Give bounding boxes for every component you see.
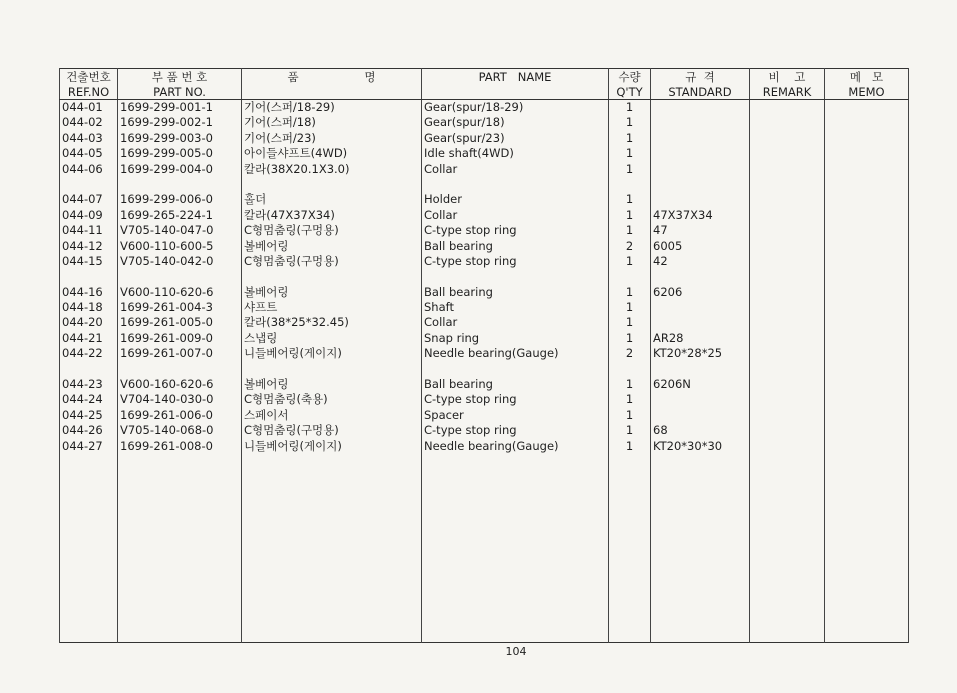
cell-ref: 044-07 xyxy=(60,192,118,207)
cell-name-kr: 기어(스퍼/23) xyxy=(242,131,422,146)
spacer-cell xyxy=(825,362,909,377)
cell-part-no: 1699-265-224-1 xyxy=(118,208,242,223)
filler-cell xyxy=(242,454,422,643)
spacer-cell xyxy=(422,362,609,377)
cell-memo xyxy=(825,377,909,392)
header-standard-kr: 규 격 xyxy=(651,69,750,85)
cell-part-no: 1699-299-005-0 xyxy=(118,146,242,161)
spacer-cell xyxy=(609,269,651,284)
cell-name-en: C-type stop ring xyxy=(422,423,609,438)
cell-memo xyxy=(825,315,909,330)
table-row xyxy=(60,408,909,423)
cell-name-en: Ball bearing xyxy=(422,285,609,300)
cell-name-en: Shaft xyxy=(422,300,609,315)
spacer-cell xyxy=(750,362,825,377)
cell-memo xyxy=(825,392,909,407)
cell-qty: 1 xyxy=(609,223,651,238)
cell-part-no: V705-140-047-0 xyxy=(118,223,242,238)
spacer-cell xyxy=(825,269,909,284)
cell-qty: 1 xyxy=(609,408,651,423)
cell-name-en: Snap ring xyxy=(422,331,609,346)
cell-name-en: Collar xyxy=(422,315,609,330)
cell-memo xyxy=(825,162,909,177)
table-row xyxy=(60,162,909,177)
cell-ref: 044-21 xyxy=(60,331,118,346)
spacer-cell xyxy=(825,177,909,192)
table-row xyxy=(60,223,909,238)
spacer-cell xyxy=(750,177,825,192)
table-header xyxy=(60,69,909,100)
header-name-empty xyxy=(242,84,422,100)
cell-name-kr: 스냅링 xyxy=(242,331,422,346)
cell-remark xyxy=(750,100,825,116)
cell-ref: 044-01 xyxy=(60,100,118,116)
cell-standard: 68 xyxy=(651,423,750,438)
cell-remark xyxy=(750,285,825,300)
header-row-korean xyxy=(60,69,909,85)
cell-memo xyxy=(825,300,909,315)
cell-name-en: Gear(spur/23) xyxy=(422,131,609,146)
spacer-cell xyxy=(60,362,118,377)
cell-ref: 044-18 xyxy=(60,300,118,315)
cell-part-no: 1699-261-005-0 xyxy=(118,315,242,330)
cell-memo xyxy=(825,408,909,423)
cell-memo xyxy=(825,192,909,207)
cell-name-kr: 니들베어링(게이지) xyxy=(242,346,422,361)
cell-name-kr: 아이들샤프트(4WD) xyxy=(242,146,422,161)
cell-name-kr: 볼베어링 xyxy=(242,285,422,300)
cell-qty: 1 xyxy=(609,331,651,346)
cell-name-kr: 볼베어링 xyxy=(242,239,422,254)
table-row xyxy=(60,192,909,207)
table-row xyxy=(60,315,909,330)
cell-name-en: Collar xyxy=(422,162,609,177)
cell-name-en: C-type stop ring xyxy=(422,223,609,238)
table-row xyxy=(60,239,909,254)
cell-ref: 044-06 xyxy=(60,162,118,177)
spacer-cell xyxy=(750,269,825,284)
spacer-cell xyxy=(609,362,651,377)
cell-qty: 2 xyxy=(609,346,651,361)
spacer-cell xyxy=(422,177,609,192)
spacer-cell xyxy=(242,362,422,377)
table-row xyxy=(60,439,909,454)
cell-name-kr: 기어(스퍼/18) xyxy=(242,115,422,130)
cell-name-kr: 스페이서 xyxy=(242,408,422,423)
cell-part-no: 1699-299-006-0 xyxy=(118,192,242,207)
cell-name-en: C-type stop ring xyxy=(422,392,609,407)
cell-ref: 044-11 xyxy=(60,223,118,238)
cell-qty: 1 xyxy=(609,208,651,223)
header-remark: REMARK xyxy=(750,84,825,100)
cell-part-no: 1699-261-006-0 xyxy=(118,408,242,423)
cell-name-kr: 칼라(47X37X34) xyxy=(242,208,422,223)
cell-name-en: Collar xyxy=(422,208,609,223)
spacer-cell xyxy=(242,269,422,284)
cell-name-kr: 홀더 xyxy=(242,192,422,207)
table-row xyxy=(60,100,909,116)
cell-qty: 1 xyxy=(609,377,651,392)
header-memo-kr: 메 모 xyxy=(825,69,909,85)
cell-remark xyxy=(750,223,825,238)
cell-part-no: V704-140-030-0 xyxy=(118,392,242,407)
cell-standard xyxy=(651,315,750,330)
cell-memo xyxy=(825,439,909,454)
header-row-english xyxy=(60,84,909,100)
cell-memo xyxy=(825,346,909,361)
cell-ref: 044-03 xyxy=(60,131,118,146)
spacer-cell xyxy=(422,269,609,284)
header-memo: MEMO xyxy=(825,84,909,100)
spacer-cell xyxy=(651,177,750,192)
cell-remark xyxy=(750,146,825,161)
cell-remark xyxy=(750,131,825,146)
cell-memo xyxy=(825,254,909,269)
cell-standard: AR28 xyxy=(651,331,750,346)
cell-memo xyxy=(825,223,909,238)
table-row xyxy=(60,392,909,407)
cell-remark xyxy=(750,346,825,361)
cell-name-kr: 기어(스퍼/18-29) xyxy=(242,100,422,116)
parts-table xyxy=(59,68,909,643)
cell-memo xyxy=(825,239,909,254)
spacer-cell xyxy=(118,362,242,377)
cell-remark xyxy=(750,315,825,330)
cell-name-en: Spacer xyxy=(422,408,609,423)
cell-memo xyxy=(825,115,909,130)
cell-standard: 47X37X34 xyxy=(651,208,750,223)
cell-standard xyxy=(651,300,750,315)
cell-ref: 044-12 xyxy=(60,239,118,254)
cell-part-no: V600-160-620-6 xyxy=(118,377,242,392)
cell-name-en: C-type stop ring xyxy=(422,254,609,269)
cell-remark xyxy=(750,162,825,177)
cell-ref: 044-15 xyxy=(60,254,118,269)
spacer-cell xyxy=(609,177,651,192)
spacer-cell xyxy=(651,362,750,377)
cell-name-kr: 칼라(38X20.1X3.0) xyxy=(242,162,422,177)
cell-remark xyxy=(750,300,825,315)
cell-ref: 044-27 xyxy=(60,439,118,454)
cell-part-no: V600-110-600-5 xyxy=(118,239,242,254)
cell-name-kr: 칼라(38*25*32.45) xyxy=(242,315,422,330)
cell-name-kr: 샤프트 xyxy=(242,300,422,315)
cell-qty: 1 xyxy=(609,254,651,269)
cell-ref: 044-05 xyxy=(60,146,118,161)
cell-standard xyxy=(651,146,750,161)
cell-standard: 42 xyxy=(651,254,750,269)
cell-part-no: 1699-299-004-0 xyxy=(118,162,242,177)
cell-part-no: 1699-261-009-0 xyxy=(118,331,242,346)
cell-qty: 1 xyxy=(609,392,651,407)
cell-part-no: 1699-299-002-1 xyxy=(118,115,242,130)
cell-name-en: Gear(spur/18-29) xyxy=(422,100,609,116)
cell-memo xyxy=(825,423,909,438)
cell-ref: 044-02 xyxy=(60,115,118,130)
spacer-cell xyxy=(242,177,422,192)
cell-name-kr: C형멈춤링(구멍용) xyxy=(242,423,422,438)
cell-name-kr: 니들베어링(게이지) xyxy=(242,439,422,454)
cell-remark xyxy=(750,192,825,207)
header-qty-kr: 수량 xyxy=(609,69,651,85)
cell-ref: 044-23 xyxy=(60,377,118,392)
cell-part-no: 1699-261-008-0 xyxy=(118,439,242,454)
cell-standard xyxy=(651,392,750,407)
cell-name-kr: 볼베어링 xyxy=(242,377,422,392)
cell-standard xyxy=(651,408,750,423)
header-name-kr: 품 명 xyxy=(242,69,422,85)
cell-standard xyxy=(651,100,750,116)
cell-part-no: V600-110-620-6 xyxy=(118,285,242,300)
header-part-no: PART NO. xyxy=(118,84,242,100)
header-standard: STANDARD xyxy=(651,84,750,100)
cell-name-en: Holder xyxy=(422,192,609,207)
cell-name-en: Idle shaft(4WD) xyxy=(422,146,609,161)
filler-cell xyxy=(651,454,750,643)
cell-part-no: V705-140-068-0 xyxy=(118,423,242,438)
cell-memo xyxy=(825,100,909,116)
spacer-cell xyxy=(118,269,242,284)
group-spacer-row xyxy=(60,177,909,192)
filler-cell xyxy=(60,454,118,643)
cell-qty: 1 xyxy=(609,131,651,146)
cell-qty: 1 xyxy=(609,285,651,300)
header-ref-no: REF.NO xyxy=(60,84,118,100)
cell-ref: 044-16 xyxy=(60,285,118,300)
header-part-name-empty xyxy=(422,84,609,100)
cell-remark xyxy=(750,115,825,130)
cell-name-en: Needle bearing(Gauge) xyxy=(422,346,609,361)
group-spacer-row xyxy=(60,362,909,377)
cell-memo xyxy=(825,131,909,146)
cell-qty: 1 xyxy=(609,100,651,116)
cell-remark xyxy=(750,254,825,269)
cell-ref: 044-20 xyxy=(60,315,118,330)
cell-standard: 6005 xyxy=(651,239,750,254)
spacer-cell xyxy=(118,177,242,192)
cell-name-kr: C형멈춤링(구멍용) xyxy=(242,254,422,269)
cell-qty: 1 xyxy=(609,423,651,438)
filler-cell xyxy=(118,454,242,643)
cell-part-no: 1699-299-001-1 xyxy=(118,100,242,116)
cell-ref: 044-22 xyxy=(60,346,118,361)
spacer-cell xyxy=(60,269,118,284)
cell-qty: 1 xyxy=(609,439,651,454)
header-ref-kr: 건출번호 xyxy=(60,69,118,85)
table-body xyxy=(60,100,909,643)
cell-qty: 1 xyxy=(609,315,651,330)
cell-name-en: Needle bearing(Gauge) xyxy=(422,439,609,454)
table-row xyxy=(60,208,909,223)
spacer-cell xyxy=(60,177,118,192)
cell-qty: 1 xyxy=(609,115,651,130)
table-row xyxy=(60,300,909,315)
cell-name-kr: C형멈춤링(축용) xyxy=(242,392,422,407)
filler-cell xyxy=(750,454,825,643)
cell-remark xyxy=(750,408,825,423)
cell-memo xyxy=(825,331,909,346)
cell-standard xyxy=(651,192,750,207)
table-row xyxy=(60,423,909,438)
header-part-name: PART NAME xyxy=(422,69,609,85)
table-row xyxy=(60,377,909,392)
cell-name-en: Ball bearing xyxy=(422,239,609,254)
cell-ref: 044-09 xyxy=(60,208,118,223)
cell-standard: 6206 xyxy=(651,285,750,300)
filler-cell xyxy=(609,454,651,643)
cell-qty: 1 xyxy=(609,300,651,315)
cell-remark xyxy=(750,423,825,438)
table-row xyxy=(60,346,909,361)
page-number: 104 xyxy=(505,645,527,658)
cell-standard xyxy=(651,162,750,177)
table-row xyxy=(60,131,909,146)
cell-standard: 6206N xyxy=(651,377,750,392)
cell-standard: 47 xyxy=(651,223,750,238)
cell-remark xyxy=(750,239,825,254)
cell-remark xyxy=(750,377,825,392)
cell-name-en: Gear(spur/18) xyxy=(422,115,609,130)
cell-qty: 1 xyxy=(609,162,651,177)
cell-qty: 2 xyxy=(609,239,651,254)
cell-part-no: 1699-261-007-0 xyxy=(118,346,242,361)
cell-ref: 044-26 xyxy=(60,423,118,438)
cell-memo xyxy=(825,208,909,223)
header-remark-kr: 비 고 xyxy=(750,69,825,85)
filler-cell xyxy=(422,454,609,643)
spacer-cell xyxy=(651,269,750,284)
cell-remark xyxy=(750,439,825,454)
filler-row xyxy=(60,454,909,643)
cell-remark xyxy=(750,392,825,407)
cell-qty: 1 xyxy=(609,146,651,161)
cell-memo xyxy=(825,146,909,161)
cell-ref: 044-25 xyxy=(60,408,118,423)
cell-memo xyxy=(825,285,909,300)
table-row xyxy=(60,285,909,300)
group-spacer-row xyxy=(60,269,909,284)
table-row xyxy=(60,331,909,346)
cell-remark xyxy=(750,331,825,346)
cell-standard: KT20*30*30 xyxy=(651,439,750,454)
header-qty: Q'TY xyxy=(609,84,651,100)
cell-part-no: 1699-299-003-0 xyxy=(118,131,242,146)
cell-standard xyxy=(651,131,750,146)
cell-ref: 044-24 xyxy=(60,392,118,407)
table-row xyxy=(60,115,909,130)
table-row xyxy=(60,254,909,269)
cell-qty: 1 xyxy=(609,192,651,207)
cell-standard xyxy=(651,115,750,130)
cell-name-kr: C형멈춤링(구멍용) xyxy=(242,223,422,238)
cell-part-no: 1699-261-004-3 xyxy=(118,300,242,315)
cell-standard: KT20*28*25 xyxy=(651,346,750,361)
header-partno-kr: 부 품 번 호 xyxy=(118,69,242,85)
cell-remark xyxy=(750,208,825,223)
cell-name-en: Ball bearing xyxy=(422,377,609,392)
table-row xyxy=(60,146,909,161)
cell-part-no: V705-140-042-0 xyxy=(118,254,242,269)
filler-cell xyxy=(825,454,909,643)
